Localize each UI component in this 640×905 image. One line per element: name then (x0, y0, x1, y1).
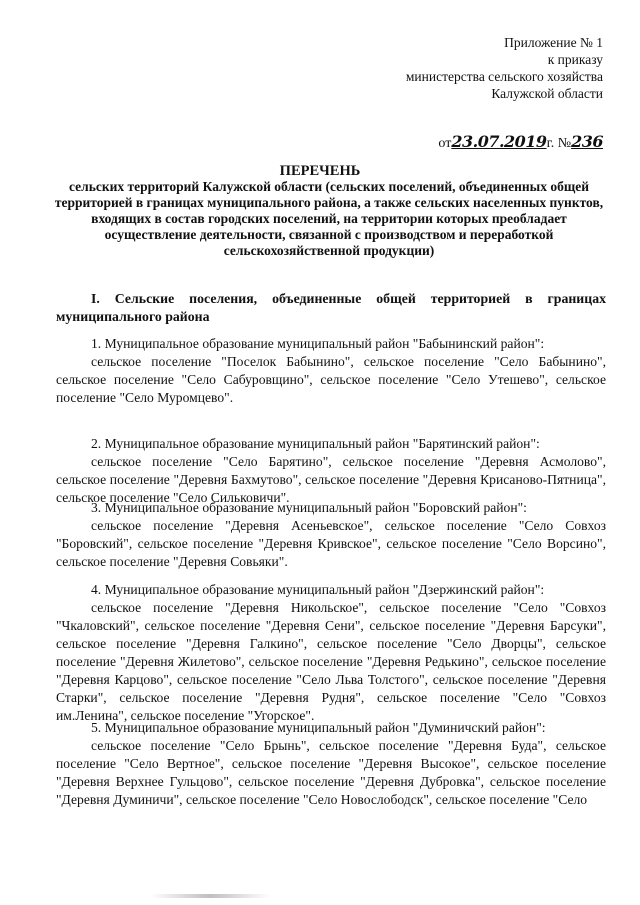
appendix-block (406, 34, 603, 102)
appendix-line: к приказу (547, 52, 603, 67)
document-title: ПЕРЕЧЕНЬ (279, 163, 361, 179)
district-heading: 3. Муниципальное образование муниципальный район "Боровский район": (91, 500, 527, 515)
district-heading: 2. Муниципальное образование муниципальный район "Барятинский район": (91, 436, 540, 451)
appendix-line: Калужской области (491, 86, 603, 101)
district-settlements: сельское поселение "Деревня Асеньевское", сельское поселение "Село Совхоз "Боровский", сельское поселение "Деревня Кривское", сельское поселение "Село Ворсино", сельское поселение "Деревня Совьяки". (56, 518, 606, 569)
district-paragraph (56, 335, 606, 407)
appendix-line: Приложение № 1 (504, 35, 603, 50)
district-settlements: сельское поселение "Село Барятино", сельское поселение "Деревня Асмолово", сельское поселение "Деревня Бахмутово", сельское поселение "Деревня Крисаново-Пятница", сельское поселение "Село Сильковичи". (56, 454, 606, 505)
district-heading: 5. Муниципальное образование муниципальный район "Думиничский район": (91, 720, 546, 735)
district-paragraph (56, 435, 606, 507)
scan-artifact (150, 894, 270, 898)
section-heading: I. Сельские поселения, объединенные общей территорией в границах муниципального района (56, 291, 606, 324)
date-suffix: г. № (546, 136, 572, 151)
appendix-line: министерства сельского хозяйства (405, 69, 603, 84)
handwritten-date: 23.07.2019 (451, 132, 547, 151)
date-prefix: от (438, 136, 452, 151)
district-heading: 1. Муниципальное образование муниципальный район "Бабынинский район": (91, 336, 545, 351)
district-settlements: сельское поселение "Поселок Бабынино", сельское поселение "Село Бабынино", сельское поселение "Село Сабуровщино", сельское поселение "Село Утешево", сельское поселение "Село Муромцево". (56, 354, 606, 405)
document-subtitle: сельских территорий Калужской области (сельских поселений, объединенных общей территорией в границах муниципального района, а также сельских населенных пунктов, входящих в состав городских поселений, на территории которых преобладает осуществление деятельности, связанной с производством и переработкой сельскохозяйственной продукции) (54, 179, 604, 258)
district-paragraph (56, 719, 606, 809)
district-paragraph (56, 499, 606, 571)
district-settlements: сельское поселение "Село Брынь", сельское поселение "Деревня Буда", сельское поселение "Село Вертное", сельское поселение "Деревня Высокое", сельское поселение "Деревня Верхнее Гульцово", сельское поселение "Деревня Дубровка", сельское поселение "Деревня Думиничи", сельское поселение "Село Новослободск", сельское поселение "Село (56, 738, 606, 807)
handwritten-order-number: 236 (571, 132, 603, 151)
district-paragraph (56, 581, 606, 725)
order-date-line (438, 132, 603, 152)
district-heading: 4. Муниципальное образование муниципальный район "Дзержинский район": (91, 582, 545, 597)
district-settlements: сельское поселение "Деревня Никольское", сельское поселение "Село "Совхоз "Чкаловский", сельское поселение "Деревня Сени", сельское поселение "Деревня Барсуки", сельское поселение "Деревня Галкино", сельское поселение "Село Дворцы", сельское поселение "Деревня Жилетово", сельское поселение "Деревня Редькино", сельское поселение "Деревня Карцово", сельское поселение "Село Льва Толстого", сельское поселение "Деревня Старки", сельское поселение "Деревня Рудня", сельское поселение "Село "Совхоз им.Ленина", сельское поселение "Угорское". (56, 600, 606, 723)
